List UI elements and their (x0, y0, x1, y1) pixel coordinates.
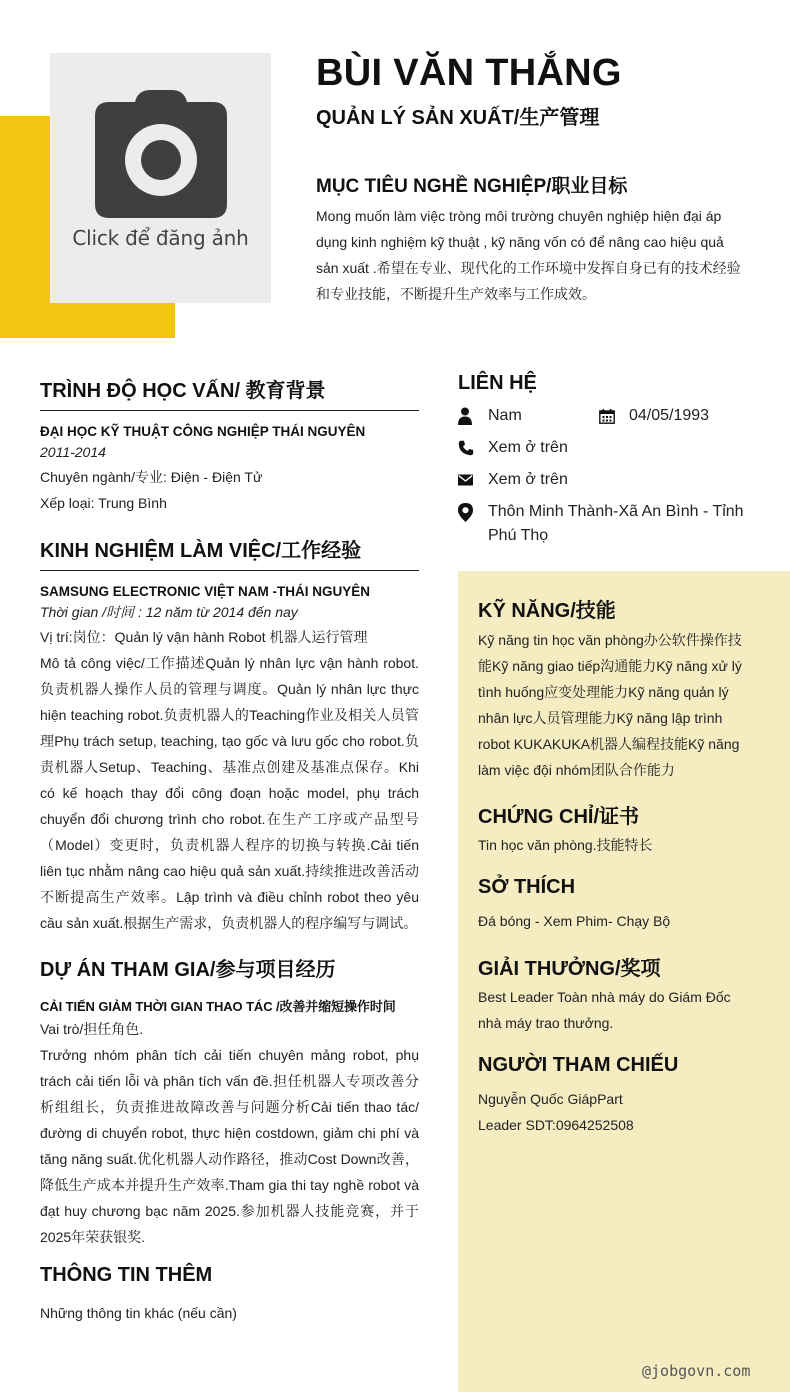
education-section (40, 374, 419, 516)
experience-description: Mô tả công việc/工作描述Quản lý nhân lực vận hành robot.负责机器人操作人员的管理与调度。Quản lý nhân lực thực hiện teaching robot.负责机器人的Teaching作业及相关人员管理Phụ trách setup, teaching, tạo gốc và lưu gốc cho robot.负责机器人Setup、Teaching、基准点创建及基准点保存。Khi có kế hoạch thay đổi công đoạn hoặc model, phụ trách chuyển đổi chương trình cho robot.在生产工序或产品型号（Model）变更时，负责机器人程序的切换与转换.Cải tiến liên tục nhằm nâng cao hiệu quả sản xuất.持续推进改善活动 不断提高生产效率。Lập trình và điều chỉnh robot theo yêu cầu sản xuất.根据生产需求，负责机器人的程序编写与调试。 (40, 655, 419, 931)
extra-heading: THÔNG TIN THÊM (40, 1264, 213, 1286)
person-icon (458, 404, 488, 428)
projects-heading: DỰ ÁN THAM GIA/参与项目经历 (40, 959, 336, 981)
education-major: Chuyên ngành/专业: Điện - Điện Tử (40, 469, 263, 485)
project-description: Trưởng nhóm phân tích cải tiến chuyên mảng robot, phụ trách cải tiến lỗi và phân tích vấn đề.担任机器人专项改善分析组组长，负责推进故障改善与问题分析Cải tiến thao tác/ đường di chuyển robot, thực hiện costdown, giảm chi phí và tăng năng suất.优化机器人动作路径，推动Cost Down改善，降低生产成本并提升生产效率.Tham gia thi tay nghề robot và đạt huy chương bạc năm 2025.参加机器人技能竞赛，并于2025年荣获银奖. (40, 1047, 419, 1245)
project-role: Vai trò/担任角色. (40, 1021, 144, 1037)
experience-heading: KINH NGHIỆM LÀM VIỆC/工作经验 (40, 540, 362, 562)
hobbies-heading: SỞ THÍCH (478, 876, 576, 898)
gender-value: Nam (488, 407, 522, 424)
references-heading: NGƯỜI THAM CHIẾU (478, 1054, 679, 1076)
objective-text: Mong muốn làm việc tròng môi trường chuyên nghiệp hiện đại áp dụng kinh nghiệm kỹ thuật , kỹ năng vốn có để nâng cao hiệu quả sản xuất .希望在专业、现代化的工作环境中发挥自身已有的技术经验和专业技能，不断提升生产效率与工作成效。 (316, 208, 741, 302)
contact-phone (458, 436, 568, 460)
skills-text: Kỹ năng tin học văn phòng办公软件操作技能Kỹ năng giao tiếp沟通能力Kỹ năng xử lý tình huống应变处理能力Kỹ năng quản lý nhân lực人员管理能力Kỹ năng lập trình robot KUKAKUKA机器人编程技能Kỹ năng làm việc đội nhóm团队合作能力 (478, 632, 742, 778)
address-value: Thôn Minh Thành-Xã An Bình - Tỉnh Phú Thọ (488, 503, 744, 544)
education-divider (40, 410, 419, 411)
education-rank: Xếp loại: Trung Bình (40, 495, 167, 511)
candidate-name: BÙI VĂN THẮNG (316, 52, 622, 94)
extra-text: Những thông tin khác (nếu cần) (40, 1305, 237, 1321)
extra-section (40, 1264, 419, 1326)
photo-upload-label: Click để đăng ảnh (72, 226, 249, 250)
projects-section (40, 953, 419, 1250)
birthday-value: 04/05/1993 (629, 407, 710, 424)
email-value: Xem ở trên (488, 471, 568, 488)
experience-period: Thời gian /时间 : 12 năm từ 2014 đến nay (40, 604, 298, 620)
camera-icon (95, 90, 227, 220)
mail-icon (458, 468, 488, 492)
awards-text: Best Leader Toàn nhà máy do Giám Đốc nhà máy trao thưởng. (478, 989, 731, 1031)
project-name: CẢI TIẾN GIẢM THỜI GIAN THAO TÁC /改善并缩短操作时间 (40, 999, 396, 1014)
experience-company: SAMSUNG ELECTRONIC VIỆT NAM -THÁI NGUYÊN (40, 584, 371, 599)
contact-gender (458, 404, 522, 428)
references-line-2: Leader SDT:0964252508 (478, 1117, 634, 1133)
experience-section (40, 534, 419, 936)
objective-heading: MỤC TIÊU NGHỀ NGHIỆP/职业目标 (316, 176, 628, 197)
experience-divider (40, 570, 419, 571)
skills-heading: KỸ NĂNG/技能 (478, 600, 616, 622)
phone-icon (458, 436, 488, 460)
awards-heading: GIẢI THƯỞNG/奖项 (478, 958, 661, 980)
references-line-1: Nguyễn Quốc GiápPart (478, 1091, 623, 1107)
certificates-text: Tin học văn phòng.技能特长 (478, 837, 653, 853)
calendar-icon (599, 404, 629, 428)
contact-heading: LIÊN HỆ (458, 372, 537, 394)
location-pin-icon (458, 500, 488, 524)
contact-birthday (599, 404, 709, 428)
contact-email (458, 468, 568, 492)
hobbies-text: Đá bóng - Xem Phim- Chạy Bộ (478, 913, 671, 929)
experience-position: Vị trí:岗位：Quản lý vận hành Robot 机器人运行管理 (40, 629, 368, 645)
phone-value: Xem ở trên (488, 439, 568, 456)
education-school: ĐẠI HỌC KỸ THUẬT CÔNG NGHIỆP THÁI NGUYÊN (40, 424, 366, 439)
education-period: 2011-2014 (40, 444, 106, 460)
candidate-title: QUẢN LÝ SẢN XUẤT/生产管理 (316, 107, 600, 129)
education-heading: TRÌNH ĐỘ HỌC VẤN/ 教育背景 (40, 380, 326, 402)
photo-upload[interactable] (50, 53, 271, 303)
contact-address (458, 500, 758, 548)
certificates-heading: CHỨNG CHỈ/证书 (478, 806, 640, 828)
watermark: @jobgovn.com (642, 1362, 751, 1380)
